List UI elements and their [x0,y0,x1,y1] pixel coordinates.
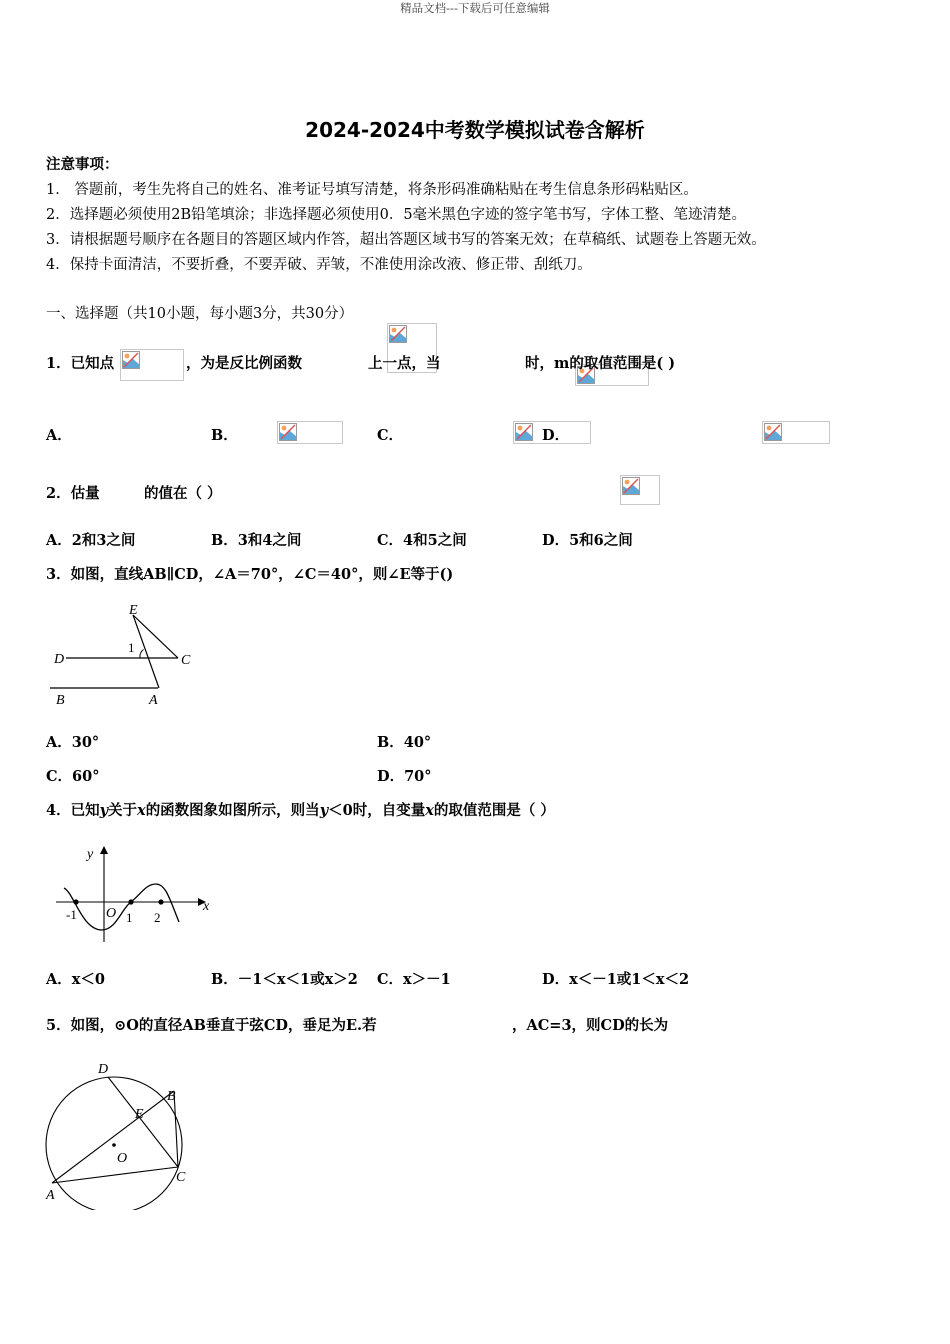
q2-option-d[interactable]: D．5和6之间 [542,532,633,549]
q4-figure [46,838,221,950]
broken-image-icon [279,423,297,441]
broken-image-icon [122,351,140,369]
q2-text-2: 的值在（ ） [144,485,222,502]
angle-1-arc [140,650,144,659]
point-2 [158,899,163,904]
notice-heading: 注意事项： [46,156,119,173]
q3-option-c[interactable]: C．60° [46,768,100,785]
page-header: 精品文档---下载后可任意编辑 [400,1,550,15]
q3-option-d[interactable]: D．70° [377,768,432,785]
q2-option-b[interactable]: B．3和4之间 [211,532,302,549]
point-minus-1 [73,899,78,904]
label-e: E [135,1107,144,1122]
y-axis-arrow-icon [100,846,108,854]
center-o-dot [112,1143,116,1147]
q4-option-d[interactable]: D．x＜－1或1＜x＜2 [542,971,690,988]
q4-stem: 4．已知y关于x的函数图象如图所示，则当y＜0时，自变量x的取值范围是（ ） [46,802,555,819]
diameter-ab [52,1091,174,1183]
notice-item-3: 3．请根据题号顺序在各题目的答题区域内作答，超出答题区域书写的答案无效；在草稿纸、试题卷上答题无效。 [46,232,766,248]
label-o: O [117,1151,128,1166]
broken-image-icon [622,477,640,495]
q4-option-b[interactable]: B．－1＜x＜1或x＞2 [211,971,358,988]
q1-option-c[interactable]: C． [377,427,404,444]
label-b: B [56,693,65,708]
q1-option-d[interactable]: D． [542,427,570,444]
label-c: C [176,1170,186,1185]
q1-option-a[interactable]: A． [46,427,72,444]
tick-label-1: 1 [126,910,133,925]
label-d: D [54,652,65,667]
q1-formula-image-1 [120,349,184,381]
line-ea [133,615,159,688]
x-axis-label: x [203,899,210,914]
broken-image-icon [515,423,533,441]
page-title: 2024-2024中考数学模拟试卷含解析 [305,118,645,142]
point-1 [128,899,133,904]
label-b: B [167,1089,176,1104]
q4-option-c[interactable]: C．x＞－1 [377,971,451,988]
q3-option-b[interactable]: B．40° [377,734,432,751]
q1-text-4: 时，m的取值范围是( ) [525,355,676,372]
q5-text-2: ，AC=3，则CD的长为 [512,1017,669,1034]
q5-text-1: 5．如图，⊙O的直径AB垂直于弦CD，垂足为E.若 [46,1017,377,1034]
q1-option-c-image [762,421,830,444]
function-curve [64,884,179,930]
label-d: D [98,1062,109,1077]
q4-option-a[interactable]: A．x＜0 [46,971,105,988]
label-e: E [129,603,138,618]
tick-label-minus-1: -1 [66,907,77,922]
broken-image-icon [389,325,407,343]
q3-option-a[interactable]: A．30° [46,734,100,751]
section-heading: 一、选择题（共10小题，每小题3分，共30分） [46,306,354,322]
q1-option-a-image [277,421,343,444]
q1-text-1: 1．已知点 [46,355,115,372]
notice-item-2: 2．选择题必须使用2B铅笔填涂；非选择题必须使用0．5毫米黑色字迹的签字笔书写，字体工整、笔迹清楚。 [46,207,747,223]
label-a: A [46,1188,55,1203]
q1-text-3: 上一点，当 [368,355,441,372]
label-angle-1: 1 [128,640,135,655]
notice-item-4: 4．保持卡面清洁，不要折叠，不要弄破、弄皱，不准使用涂改液、修正带、刮纸刀。 [46,257,592,273]
q3-figure [46,598,216,713]
q3-stem: 3．如图，直线AB∥CD，∠A＝70°，∠C＝40°，则∠E等于() [46,566,454,583]
origin-label: O [106,906,117,921]
tick-label-2: 2 [154,910,161,925]
q2-option-c[interactable]: C．4和5之间 [377,532,467,549]
q1-text-2: ，为是反比例函数 [186,355,302,372]
y-axis-label: y [87,847,94,862]
notice-item-1: 1． 答题前，考生先将自己的姓名、准考证号填写清楚，将条形码准确粘贴在考生信息条形码粘贴区。 [46,182,698,198]
label-a: A [149,693,158,708]
q1-option-b[interactable]: B． [211,427,238,444]
q2-formula-image [620,475,660,505]
q2-option-a[interactable]: A．2和3之间 [46,532,136,549]
label-c: C [181,653,191,668]
q5-figure [42,1055,207,1210]
q2-text-1: 2．估量 [46,485,100,502]
line-ec [133,615,178,658]
broken-image-icon [764,423,782,441]
